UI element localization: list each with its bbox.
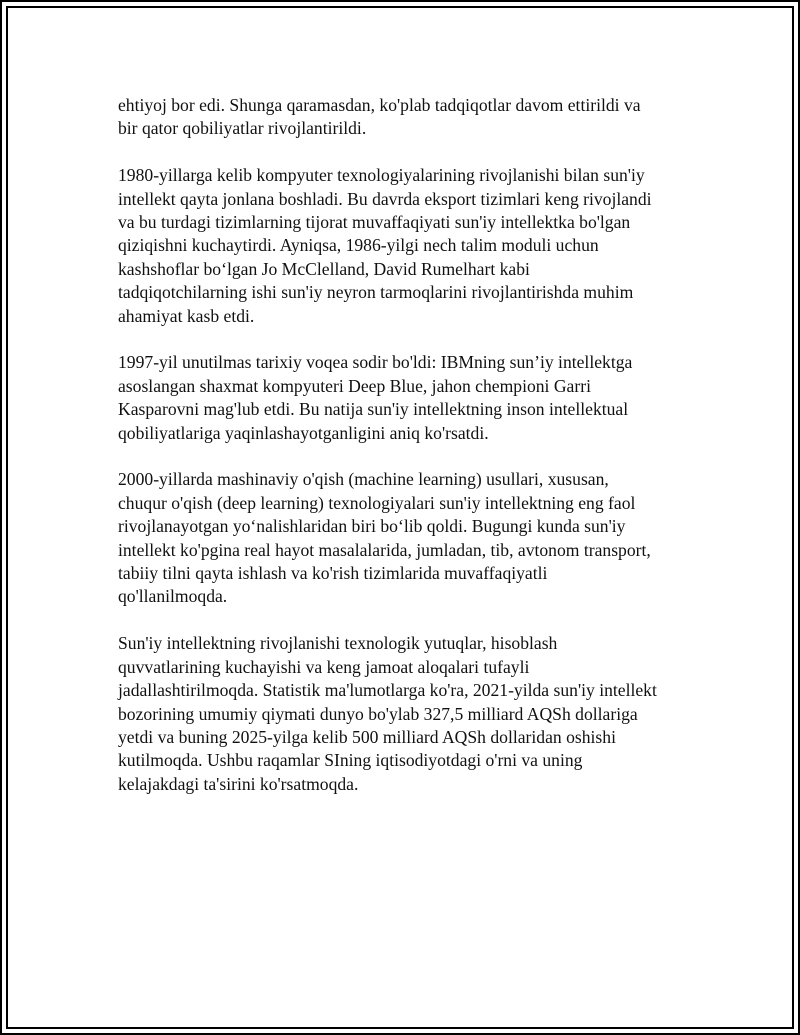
text-line: ehtiyoj bor edi. Shunga qaramasdan, ko'plab tadqiqotlar davom ettirildi va xyxy=(118,95,641,115)
text-line: bozorining umumiy qiymati dunyo bo'ylab 327,5 milliard AQSh dollariga xyxy=(118,703,638,724)
text-line: intellekt ko'pgina real hayot masalalarida, jumladan, tib, avtonom transport, xyxy=(118,539,651,560)
text-line: yetdi va buning 2025-yilga kelib 500 milliard AQSh dollaridan oshishi xyxy=(118,726,616,747)
text-line: Sun'iy intellektning rivojlanishi texnologik yutuqlar, hisoblash xyxy=(118,633,558,654)
text-line: 1997-yil unutilmas tarixiy voqea sodir bo'ldi: IBMning sun’iy intellektga xyxy=(118,352,633,373)
text-line: ahamiyat kasb etdi. xyxy=(118,305,255,326)
text-line: kashshoflar bo‘lgan Jo McClelland, David Rumelhart kabi xyxy=(118,258,530,279)
text-line: qobiliyatlariga yaqinlashayotganligini aniq ko'rsatdi. xyxy=(118,422,489,443)
text-line: 1980-yillarga kelib kompyuter texnologiyalarining rivojlanishi bilan sun'iy xyxy=(118,165,645,186)
text-line: asoslangan shaxmat kompyuteri Deep Blue, jahon chempioni Garri xyxy=(118,375,591,396)
paragraph-market xyxy=(118,632,693,796)
text-line: intellekt qayta jonlana boshladi. Bu davrda eksport tizimlari keng rivojlandi xyxy=(118,188,652,209)
text-line: kutilmoqda. Ushbu raqamlar SIning iqtisodiyotdagi o'rni va uning xyxy=(118,750,583,771)
text-line: va bu turdagi tizimlarning tijorat muvaffaqiyati sun'iy intellektka bo'lgan xyxy=(118,212,631,233)
text-line: tadqiqotchilarning ishi sun'iy neyron tarmoqlarini rivojlantirishda muhim xyxy=(118,282,634,303)
text-line: rivojlanayotgan yo‘nalishlaridan biri bo‘lib qoldi. Bugungi kunda sun'iy xyxy=(118,516,626,537)
text-line: kelajakdagi ta'sirini ko'rsatmoqda. xyxy=(118,773,359,794)
text-line: 2000-yillarda mashinaviy o'qish (machine learning) usullari, xususan, xyxy=(118,469,609,490)
paragraph-1980s xyxy=(118,164,693,328)
paragraph-continuation xyxy=(118,94,693,141)
text-line: qo'llanilmoqda. xyxy=(118,586,228,607)
text-line: tabiiy tilni qayta ishlash va ko'rish tizimlarida muvaffaqiyatli xyxy=(118,563,548,584)
text-line: jadallashtirilmoqda. Statistik ma'lumotlarga ko'ra, 2021-yilda sun'iy intellekt xyxy=(118,680,657,701)
text-line: quvvatlarining kuchayishi va keng jamoat aloqalari tufayli xyxy=(118,656,530,677)
paragraph-2000s xyxy=(118,468,693,608)
paragraph-1997 xyxy=(118,351,693,445)
text-line: bir qator qobiliyatlar rivojlantirildi. xyxy=(118,118,367,139)
text-line: chuqur o'qish (deep learning) texnologiyalari sun'iy intellektning eng faol xyxy=(118,492,636,513)
document-body xyxy=(118,94,693,820)
text-line: Kasparovni mag'lub etdi. Bu natija sun'iy intellektning inson intellektual xyxy=(118,399,629,420)
text-line: qiziqishni kuchaytirdi. Ayniqsa, 1986-yilgi nech talim moduli uchun xyxy=(118,235,599,256)
